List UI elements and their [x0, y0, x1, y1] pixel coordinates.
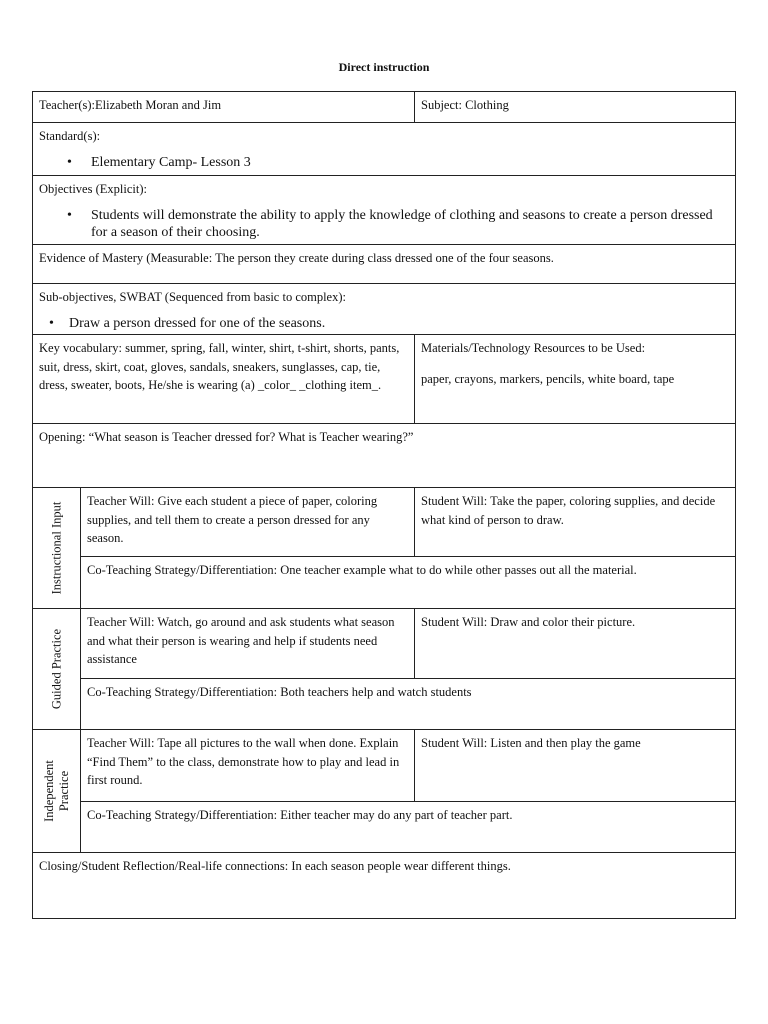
- independent-practice-label-line2: Practice: [56, 770, 71, 812]
- evidence-text: Evidence of Mastery (Measurable: The person they create during class dressed one of the four seasons.: [39, 251, 554, 265]
- instructional-input-co-teaching: [80, 556, 736, 609]
- teachers-cell: [32, 91, 415, 123]
- subobjectives-item: • Draw a person dressed for one of the seasons.: [39, 315, 729, 332]
- materials-label: Materials/Technology Resources to be Used:: [421, 341, 646, 355]
- evidence-cell: [32, 244, 736, 284]
- vocabulary-text: Key vocabulary: summer, spring, fall, winter, shirt, t-shirt, shorts, pants, suit, dress, skirt, coat, gloves, sandals, sneakers, sunglasses, cap, tie, dress, sweater, boots, He/she is wearing (a) _color_ _clothing item_.: [39, 341, 400, 392]
- standards-list: [39, 154, 729, 171]
- student-will-text: Student Will: Listen and then play the game: [421, 736, 641, 750]
- guided-practice-student-will: [414, 608, 736, 679]
- independent-practice-co-teaching: [80, 801, 736, 853]
- subobjectives-list: [39, 315, 729, 332]
- document-title: Direct instruction: [338, 60, 430, 74]
- co-teaching-text: Co-Teaching Strategy/Differentiation: One teacher example what to do while other passes out all the material.: [87, 563, 637, 577]
- teacher-will-text: Teacher Will: Give each student a piece of paper, coloring supplies, and tell them to create a person dressed for any season.: [87, 494, 378, 545]
- independent-practice-student-will: [414, 729, 736, 802]
- objectives-label: Objectives (Explicit):: [39, 182, 147, 196]
- standards-item: • Elementary Camp- Lesson 3: [39, 154, 729, 171]
- independent-practice-label: [42, 760, 72, 822]
- closing-cell: [32, 852, 736, 919]
- co-teaching-text: Co-Teaching Strategy/Differentiation: Either teacher may do any part of teacher part.: [87, 808, 513, 822]
- guided-practice-label-cell: [32, 608, 81, 730]
- subobjectives-cell: [32, 283, 736, 335]
- objectives-item: • Students will demonstrate the ability to apply the knowledge of clothing and seasons to create a person dressed for a season of their choosing.: [39, 207, 729, 241]
- instructional-input-student-will: [414, 487, 736, 557]
- independent-practice-label-line1: Independent: [41, 760, 56, 822]
- opening-text: Opening: “What season is Teacher dressed for? What is Teacher wearing?”: [39, 430, 414, 444]
- instructional-input-teacher-will: [80, 487, 415, 557]
- student-will-text: Student Will: Draw and color their picture.: [421, 615, 636, 629]
- closing-text: Closing/Student Reflection/Real-life connections: In each season people wear different things.: [39, 859, 511, 873]
- guided-practice-co-teaching: [80, 678, 736, 730]
- instructional-input-label-cell: [32, 487, 81, 609]
- objectives-list: [39, 207, 729, 241]
- subobjectives-label: Sub-objectives, SWBAT (Sequenced from basic to complex):: [39, 290, 346, 304]
- materials-cell: [414, 334, 736, 424]
- standards-cell: [32, 122, 736, 176]
- teachers-text: Teacher(s):Elizabeth Moran and Jim: [39, 98, 222, 112]
- vocabulary-cell: [32, 334, 415, 424]
- teacher-will-text: Teacher Will: Tape all pictures to the wall when done. Explain “Find Them” to the class, demonstrate how to play and lead in first round.: [87, 736, 400, 787]
- materials-value: paper, crayons, markers, pencils, white board, tape: [421, 371, 675, 386]
- independent-practice-teacher-will: [80, 729, 415, 802]
- student-will-text: Student Will: Take the paper, coloring supplies, and decide what kind of person to draw.: [421, 494, 716, 527]
- co-teaching-text: Co-Teaching Strategy/Differentiation: Both teachers help and watch students: [87, 685, 472, 699]
- subject-cell: [414, 91, 736, 123]
- guided-practice-label: Guided Practice: [49, 628, 63, 710]
- instructional-input-label: Instructional Input: [49, 501, 63, 595]
- guided-practice-teacher-will: [80, 608, 415, 679]
- independent-practice-label-cell: [32, 729, 81, 853]
- standards-label: Standard(s):: [39, 129, 101, 143]
- opening-cell: [32, 423, 736, 488]
- objectives-cell: [32, 175, 736, 245]
- teacher-will-text: Teacher Will: Watch, go around and ask students what season and what their person is wearing and help if students need assistance: [87, 615, 395, 666]
- subject-text: Subject: Clothing: [421, 98, 509, 112]
